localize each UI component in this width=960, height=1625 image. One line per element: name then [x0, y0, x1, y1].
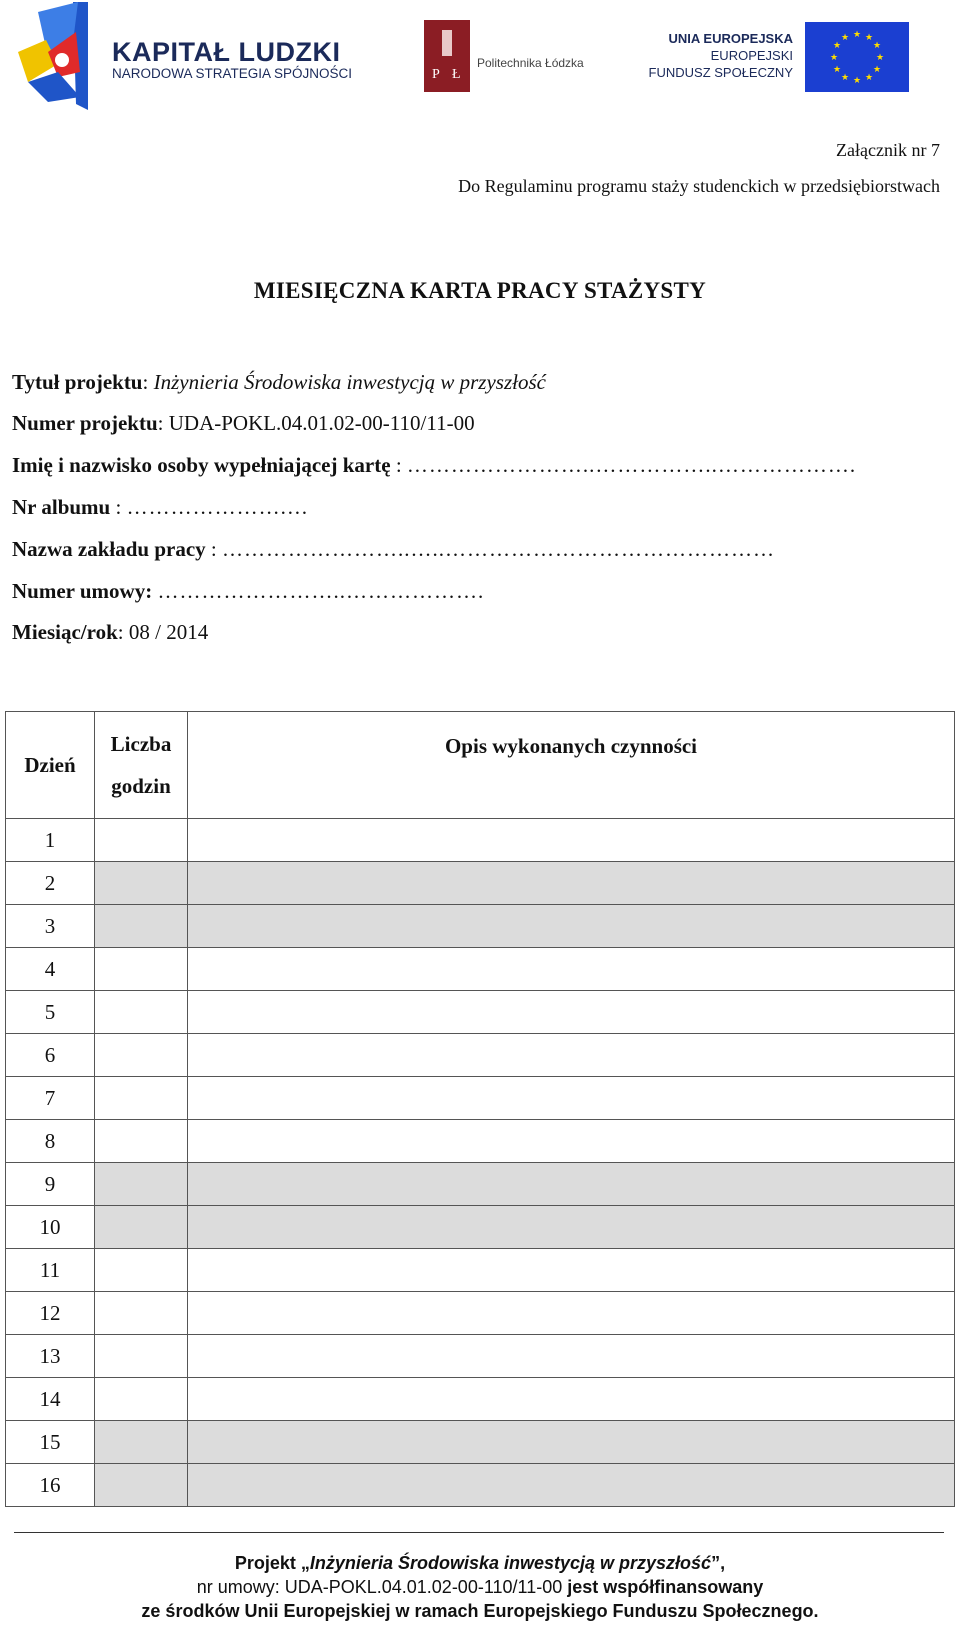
description-cell[interactable] [188, 948, 955, 991]
month-value: 08 / 2014 [128, 620, 209, 644]
project-title-label: Tytuł projektu [12, 370, 143, 394]
day-number: 7 [6, 1077, 95, 1120]
col-desc-header: Opis wykonanych czynności [188, 712, 955, 819]
document-title: MIESIĘCZNA KARTA PRACY STAŻYSTY [253, 278, 707, 303]
description-cell[interactable] [188, 1421, 955, 1464]
work-card-table [5, 711, 955, 1507]
footer-line1-suffix: ”, [711, 1553, 726, 1573]
svg-text:★: ★ [864, 73, 874, 83]
description-cell[interactable] [188, 1206, 955, 1249]
company-field[interactable]: ……………………..…..……………………………………… [222, 537, 776, 561]
table-row [6, 862, 955, 905]
hours-cell[interactable] [95, 819, 188, 862]
album-field[interactable]: ………………….… [126, 495, 309, 519]
table-row [6, 1421, 955, 1464]
footer-line3: ze środków Unii Europejskiej w ramach Europejskiego Funduszu Społecznego. [141, 1601, 819, 1621]
description-cell[interactable] [188, 1163, 955, 1206]
day-number: 6 [6, 1034, 95, 1077]
day-number: 4 [6, 948, 95, 991]
table-body [6, 819, 955, 1507]
kapital-ludzki-logo-icon [18, 2, 88, 112]
col-hours-line1: Liczba [110, 732, 172, 756]
day-number: 13 [6, 1335, 95, 1378]
table-row [6, 1464, 955, 1507]
hours-cell[interactable] [95, 1249, 188, 1292]
hours-cell[interactable] [95, 1335, 188, 1378]
project-number-label: Numer projektu [12, 411, 158, 435]
footer-project-title: Inżynieria Środowiska inwestycją w przyszłość [309, 1553, 712, 1573]
month-row: Miesiąc/rok: 08 / 2014 [12, 620, 209, 644]
day-number: 16 [6, 1464, 95, 1507]
hours-cell[interactable] [95, 948, 188, 991]
project-number-row: Numer projektu: UDA-POKL.04.01.02-00-110/11-00 [12, 411, 475, 435]
footer-divider [14, 1532, 944, 1533]
month-label: Miesiąc/rok [12, 620, 118, 644]
table-row [6, 1249, 955, 1292]
name-field[interactable]: ……………………..……………..………………. [406, 453, 857, 477]
day-number: 8 [6, 1120, 95, 1163]
description-cell[interactable] [188, 1120, 955, 1163]
footer-line1-prefix: Projekt „ [234, 1553, 310, 1573]
svg-text:★: ★ [832, 41, 842, 51]
svg-text:P: P [432, 67, 440, 82]
description-cell[interactable] [188, 1249, 955, 1292]
description-cell[interactable] [188, 862, 955, 905]
svg-text:★: ★ [852, 76, 862, 86]
description-cell[interactable] [188, 1077, 955, 1120]
project-number-value: UDA-POKL.04.01.02-00-110/11-00 [168, 411, 475, 435]
kapital-ludzki-text [112, 38, 352, 82]
unia-europejska-text [645, 30, 793, 81]
table-row [6, 948, 955, 991]
ue-line2: EUROPEJSKI [710, 48, 793, 63]
footer-line2 [0, 1575, 960, 1599]
footer-cofinanced: jest współfinansowany [562, 1577, 764, 1597]
description-cell[interactable] [188, 1378, 955, 1421]
day-number: 15 [6, 1421, 95, 1464]
table-row [6, 1163, 955, 1206]
ue-line1: UNIA EUROPEJSKA [668, 31, 793, 46]
project-title-row: Tytuł projektu: Inżynieria Środowiska inwestycją w przyszłość [12, 370, 546, 394]
hours-cell[interactable] [95, 905, 188, 948]
day-number: 3 [6, 905, 95, 948]
name-row: Imię i nazwisko osoby wypełniającej kartę : ……………………..……………..………………. [12, 453, 857, 477]
contract-label: Numer umowy: [12, 579, 153, 603]
politechnika-lodzka-logo-icon [424, 20, 470, 92]
svg-text:★: ★ [832, 65, 842, 75]
table-row [6, 905, 955, 948]
ue-line3: FUNDUSZ SPOŁECZNY [648, 65, 793, 80]
header-logos [0, 0, 960, 115]
day-number: 1 [6, 819, 95, 862]
album-label: Nr albumu [12, 495, 111, 519]
description-cell[interactable] [188, 1335, 955, 1378]
attachment-number: Załącznik nr 7 [836, 140, 940, 160]
svg-text:★: ★ [840, 33, 850, 43]
company-row: Nazwa zakładu pracy : ……………………..…..……………………………………… [12, 537, 776, 561]
table-row [6, 819, 955, 862]
eu-flag-icon [805, 22, 909, 92]
table-row [6, 1292, 955, 1335]
hours-cell[interactable] [95, 1421, 188, 1464]
day-number: 11 [6, 1249, 95, 1292]
album-row: Nr albumu : ………………….… [12, 495, 309, 519]
table-row [6, 991, 955, 1034]
company-label: Nazwa zakładu pracy [12, 537, 206, 561]
description-cell[interactable] [188, 1292, 955, 1335]
svg-text:★: ★ [829, 53, 839, 63]
hours-cell[interactable] [95, 1120, 188, 1163]
hours-cell[interactable] [95, 1034, 188, 1077]
col-hours-header [95, 712, 188, 819]
table-header-row [6, 712, 955, 819]
politechnika-lodzka-label: Politechnika Łódzka [477, 56, 584, 70]
contract-field[interactable]: ……………………..………………. [157, 579, 485, 603]
attachment-reference: Do Regulaminu programu staży studenckich w przedsiębiorstwach [458, 176, 940, 196]
kapital-ludzki-title: KAPITAŁ LUDZKI [112, 37, 341, 67]
col-day-header: Dzień [6, 712, 95, 819]
table-row [6, 1206, 955, 1249]
day-number: 12 [6, 1292, 95, 1335]
svg-text:★: ★ [840, 73, 850, 83]
hours-cell[interactable] [95, 1163, 188, 1206]
hours-cell[interactable] [95, 1077, 188, 1120]
description-cell[interactable] [188, 1034, 955, 1077]
footer-line1 [0, 1551, 960, 1575]
svg-text:★: ★ [872, 65, 882, 75]
footer [0, 1551, 960, 1623]
description-cell[interactable] [188, 1464, 955, 1507]
hours-cell[interactable] [95, 991, 188, 1034]
hours-cell[interactable] [95, 1292, 188, 1335]
day-number: 14 [6, 1378, 95, 1421]
hours-cell[interactable] [95, 862, 188, 905]
svg-text:Ł: Ł [452, 67, 461, 82]
svg-text:★: ★ [872, 41, 882, 51]
table-row [6, 1120, 955, 1163]
table-row [6, 1335, 955, 1378]
hours-cell[interactable] [95, 1464, 188, 1507]
table-row [6, 1077, 955, 1120]
col-hours-line2: godzin [111, 774, 171, 798]
day-number: 9 [6, 1163, 95, 1206]
footer-contract-number: nr umowy: UDA-POKL.04.01.02-00-110/11-00 [196, 1577, 563, 1597]
hours-cell[interactable] [95, 1206, 188, 1249]
day-number: 5 [6, 991, 95, 1034]
svg-text:★: ★ [875, 53, 885, 63]
table-row [6, 1378, 955, 1421]
project-title-value: Inżynieria Środowiska inwestycją w przyszłość [153, 370, 546, 394]
table-row [6, 1034, 955, 1077]
contract-row [12, 579, 484, 604]
day-number: 10 [6, 1206, 95, 1249]
description-cell[interactable] [188, 819, 955, 862]
kapital-ludzki-subtitle: NARODOWA STRATEGIA SPÓJNOŚCI [112, 66, 353, 81]
description-cell[interactable] [188, 905, 955, 948]
description-cell[interactable] [188, 991, 955, 1034]
svg-text:★: ★ [864, 33, 874, 43]
day-number: 2 [6, 862, 95, 905]
hours-cell[interactable] [95, 1378, 188, 1421]
svg-text:★: ★ [852, 30, 862, 40]
name-label: Imię i nazwisko osoby wypełniającej kartę [12, 453, 391, 477]
